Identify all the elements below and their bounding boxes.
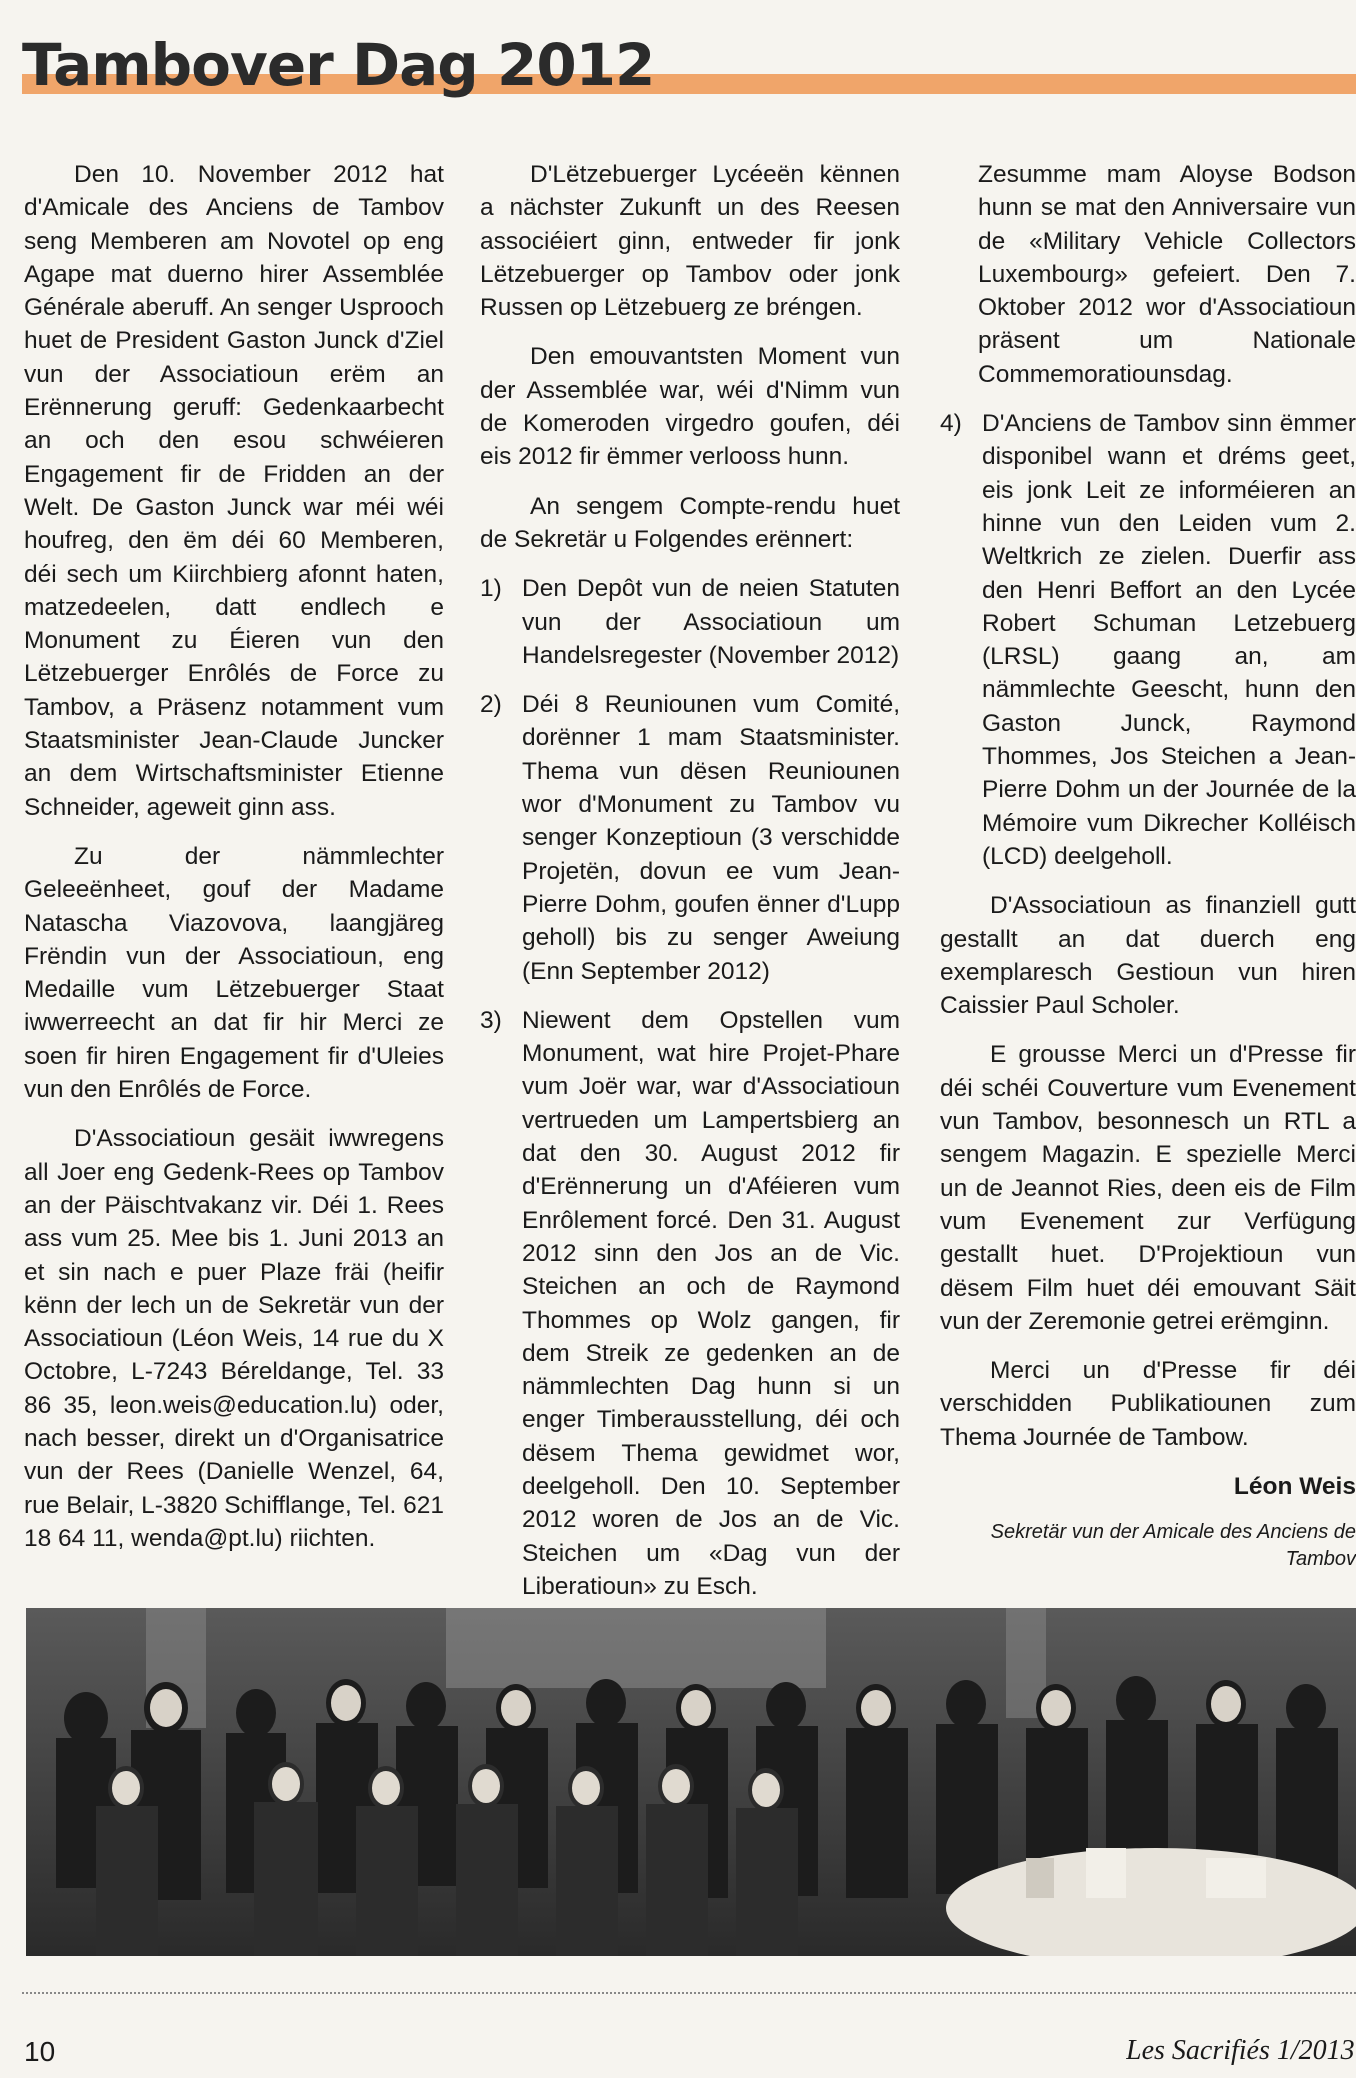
- list-item: [480, 1004, 900, 1603]
- column-2: [480, 158, 900, 1619]
- list-item: [940, 407, 1356, 873]
- list-continuation: Zesumme mam Aloyse Bodson hunn se mat den Anniversaire vun de «Military Vehicle Collectors Luxembourg» gefeiert. Den 7. Oktober 2012 wor d'Associatioun präsent um Nationale Commemoratiounsdag.: [978, 161, 1356, 388]
- list-number: 2): [480, 691, 502, 719]
- footer-divider: [22, 1992, 1356, 1994]
- list-item: [480, 688, 900, 988]
- paragraph: Zu der nämmlechter Geleeënheet, gouf der Madame Natascha Viazovova, laangjäreg Frëndin vun der Associatioun, eng Medaille vum Lëtzebuerger Staat iwwerreecht an dat fir hir Merci ze soen fir hiren Engagement fir d'Uleies vun den Enrôlés de Force.: [24, 842, 444, 1104]
- paragraph: Merci un d'Presse fir déi verschidden Publikatiounen zum Thema Journée de Tambow.: [940, 1357, 1356, 1451]
- list-text: Déi 8 Reuniounen vum Comité, dorënner 1 mam Staatsminister. Thema vun dësen Reuniounen wor d'Monument zu Tambov vu senger Konzeptioun (3 verschidde Projetën, dovun ee vum Jean-Pierre Dohm, goufen ënner d'Lupp geholl) bis zu senger Aweiung (Enn September 2012): [522, 691, 900, 985]
- list-text: Den Depôt vun de neien Statuten vun der Associatioun um Handelsregester (November 2012): [522, 575, 900, 669]
- column-3: [940, 158, 1356, 1589]
- group-photo-illustration: [26, 1608, 1356, 1956]
- group-photo: [26, 1608, 1356, 1956]
- signature: Léon Weis: [1233, 1472, 1356, 1500]
- list-number: 4): [940, 410, 962, 438]
- column-1: [24, 158, 444, 1571]
- paragraph: D'Associatioun gesäit iwwregens all Joer eng Gedenk-Rees op Tambov an der Päischtvakanz vir. Déi 1. Rees ass vum 25. Mee bis 1. Juni 2013 an et sin nach e puer Plaze fräi (heifir kënn der lech un de Sekretär vun der Associatioun (Léon Weis, 14 rue du X Octobre, L-7243 Béreldange, Tel. 33 86 35, leon.weis@education.lu) oder, nach besser, direkt un d'Organisatrice vun der Rees (Danielle Wenzel, 64, rue Belair, L-3820 Schifflange, Tel. 621 18 64 11, wenda@pt.lu) riichten.: [24, 1125, 444, 1552]
- magazine-title: Les Sacrifiés 1/2013: [1126, 2035, 1355, 2066]
- paragraph: Den emouvantsten Moment vun der Assemblée war, wéi d'Nimm vun de Komeroden virgedro goufen, déi eis 2012 fir ëmmer verlooss hunn.: [480, 343, 900, 471]
- list-item: [480, 572, 900, 672]
- list-number: 1): [480, 575, 502, 603]
- list-number: 3): [480, 1006, 502, 1034]
- list-text: Niewent dem Opstellen vum Monument, wat hire Projet-Phare vum Joër war, war d'Associatioun vertrueden um Lampertsbierg an dat den 30. August 2012 fir d'Erënnerung un d'Aféieren vum Enrôlement forcé. Den 31. August 2012 sinn den Jos an de Vic. Steichen an och de Raymond Thommes op Wolz gangen, fir dem Streik ze gedenken an de nämmlechten Dag hunn si un enger Timberausstellung, déi och dësem Thema gewidmet wor, deelgeholl. Den 10. September 2012 woren de Jos an de Vic. Steichen um «Dag vun der Liberatioun» zu Esch.: [522, 1006, 900, 1600]
- paragraph: D'Lëtzebuerger Lycéeën kënnen a nächster Zukunft un des Reesen associéiert ginn, entweder fir jonk Lëtzebuerger op Tambov oder jonk Russen op Lëtzebuerg ze bréngen.: [480, 161, 900, 322]
- paragraph: D'Associatioun as finanziell gutt gestallt an dat duerch eng exemplaresch Gestioun vun hiren Caissier Paul Scholer.: [940, 892, 1356, 1020]
- signature-subtitle: Sekretär vun der Amicale des Anciens de Tambov: [990, 1521, 1356, 1571]
- paragraph: An sengem Compte-rendu huet de Sekretär u Folgendes erënnert:: [480, 492, 900, 553]
- paragraph: Den 10. November 2012 hat d'Amicale des Anciens de Tambov seng Memberen am Novotel op eng Agape mat duerno hirer Assemblée Générale aberuff. An senger Usprooch huet de President Gaston Junck d'Ziel vun der Associatioun erëm an Erënnerung geruff: Gedenkaarbecht an och den esou schwéieren Engagement fir de Fridden an der Welt. De Gaston Junck war méi wéi houfreg, den ëm déi 60 Memberen, déi sech um Kiirchbierg afonnt haten, matzedeelen, datt endlech e Monument zu Éieren vun den Lëtzebuerger Enrôlés de Force zu Tambov, a Präsenz notamment vum Staatsminister Jean-Claude Juncker an dem Wirtschaftsminister Etienne Schneider, ageweit ginn ass.: [24, 161, 444, 821]
- header: [22, 30, 1356, 100]
- page-title: Tambover Dag 2012: [22, 31, 655, 99]
- list-text: D'Anciens de Tambov sinn ëmmer disponibel wann et dréms geet, eis jonk Leit ze informéieren an hinne vun den Leiden vum 2. Weltkrich ze zielen. Duerfir ass den Henri Beffort an den Lycée Robert Schuman Letzebuerg (LRSL) gaang an, am nämmlechte Geescht, hunn den Gaston Junck, Raymond Thommes, Jos Steichen a Jean-Pierre Dohm un der Journée de la Mémoire vum Dikrecher Kolléisch (LCD) deelgeholl.: [982, 410, 1356, 870]
- page-number: 10: [24, 2036, 56, 2067]
- paragraph: E grousse Merci un d'Presse fir déi schéi Couverture vum Evenement vun Tambov, besonnesch un RTL a sengem Magazin. E spezielle Merci un de Jeannot Ries, deen eis de Film vum Evenement zur Verfügung gestallt huet. D'Projektioun vun dësem Film huet déi emouvant Säit vun der Zeremonie getrei erëmginn.: [940, 1041, 1356, 1335]
